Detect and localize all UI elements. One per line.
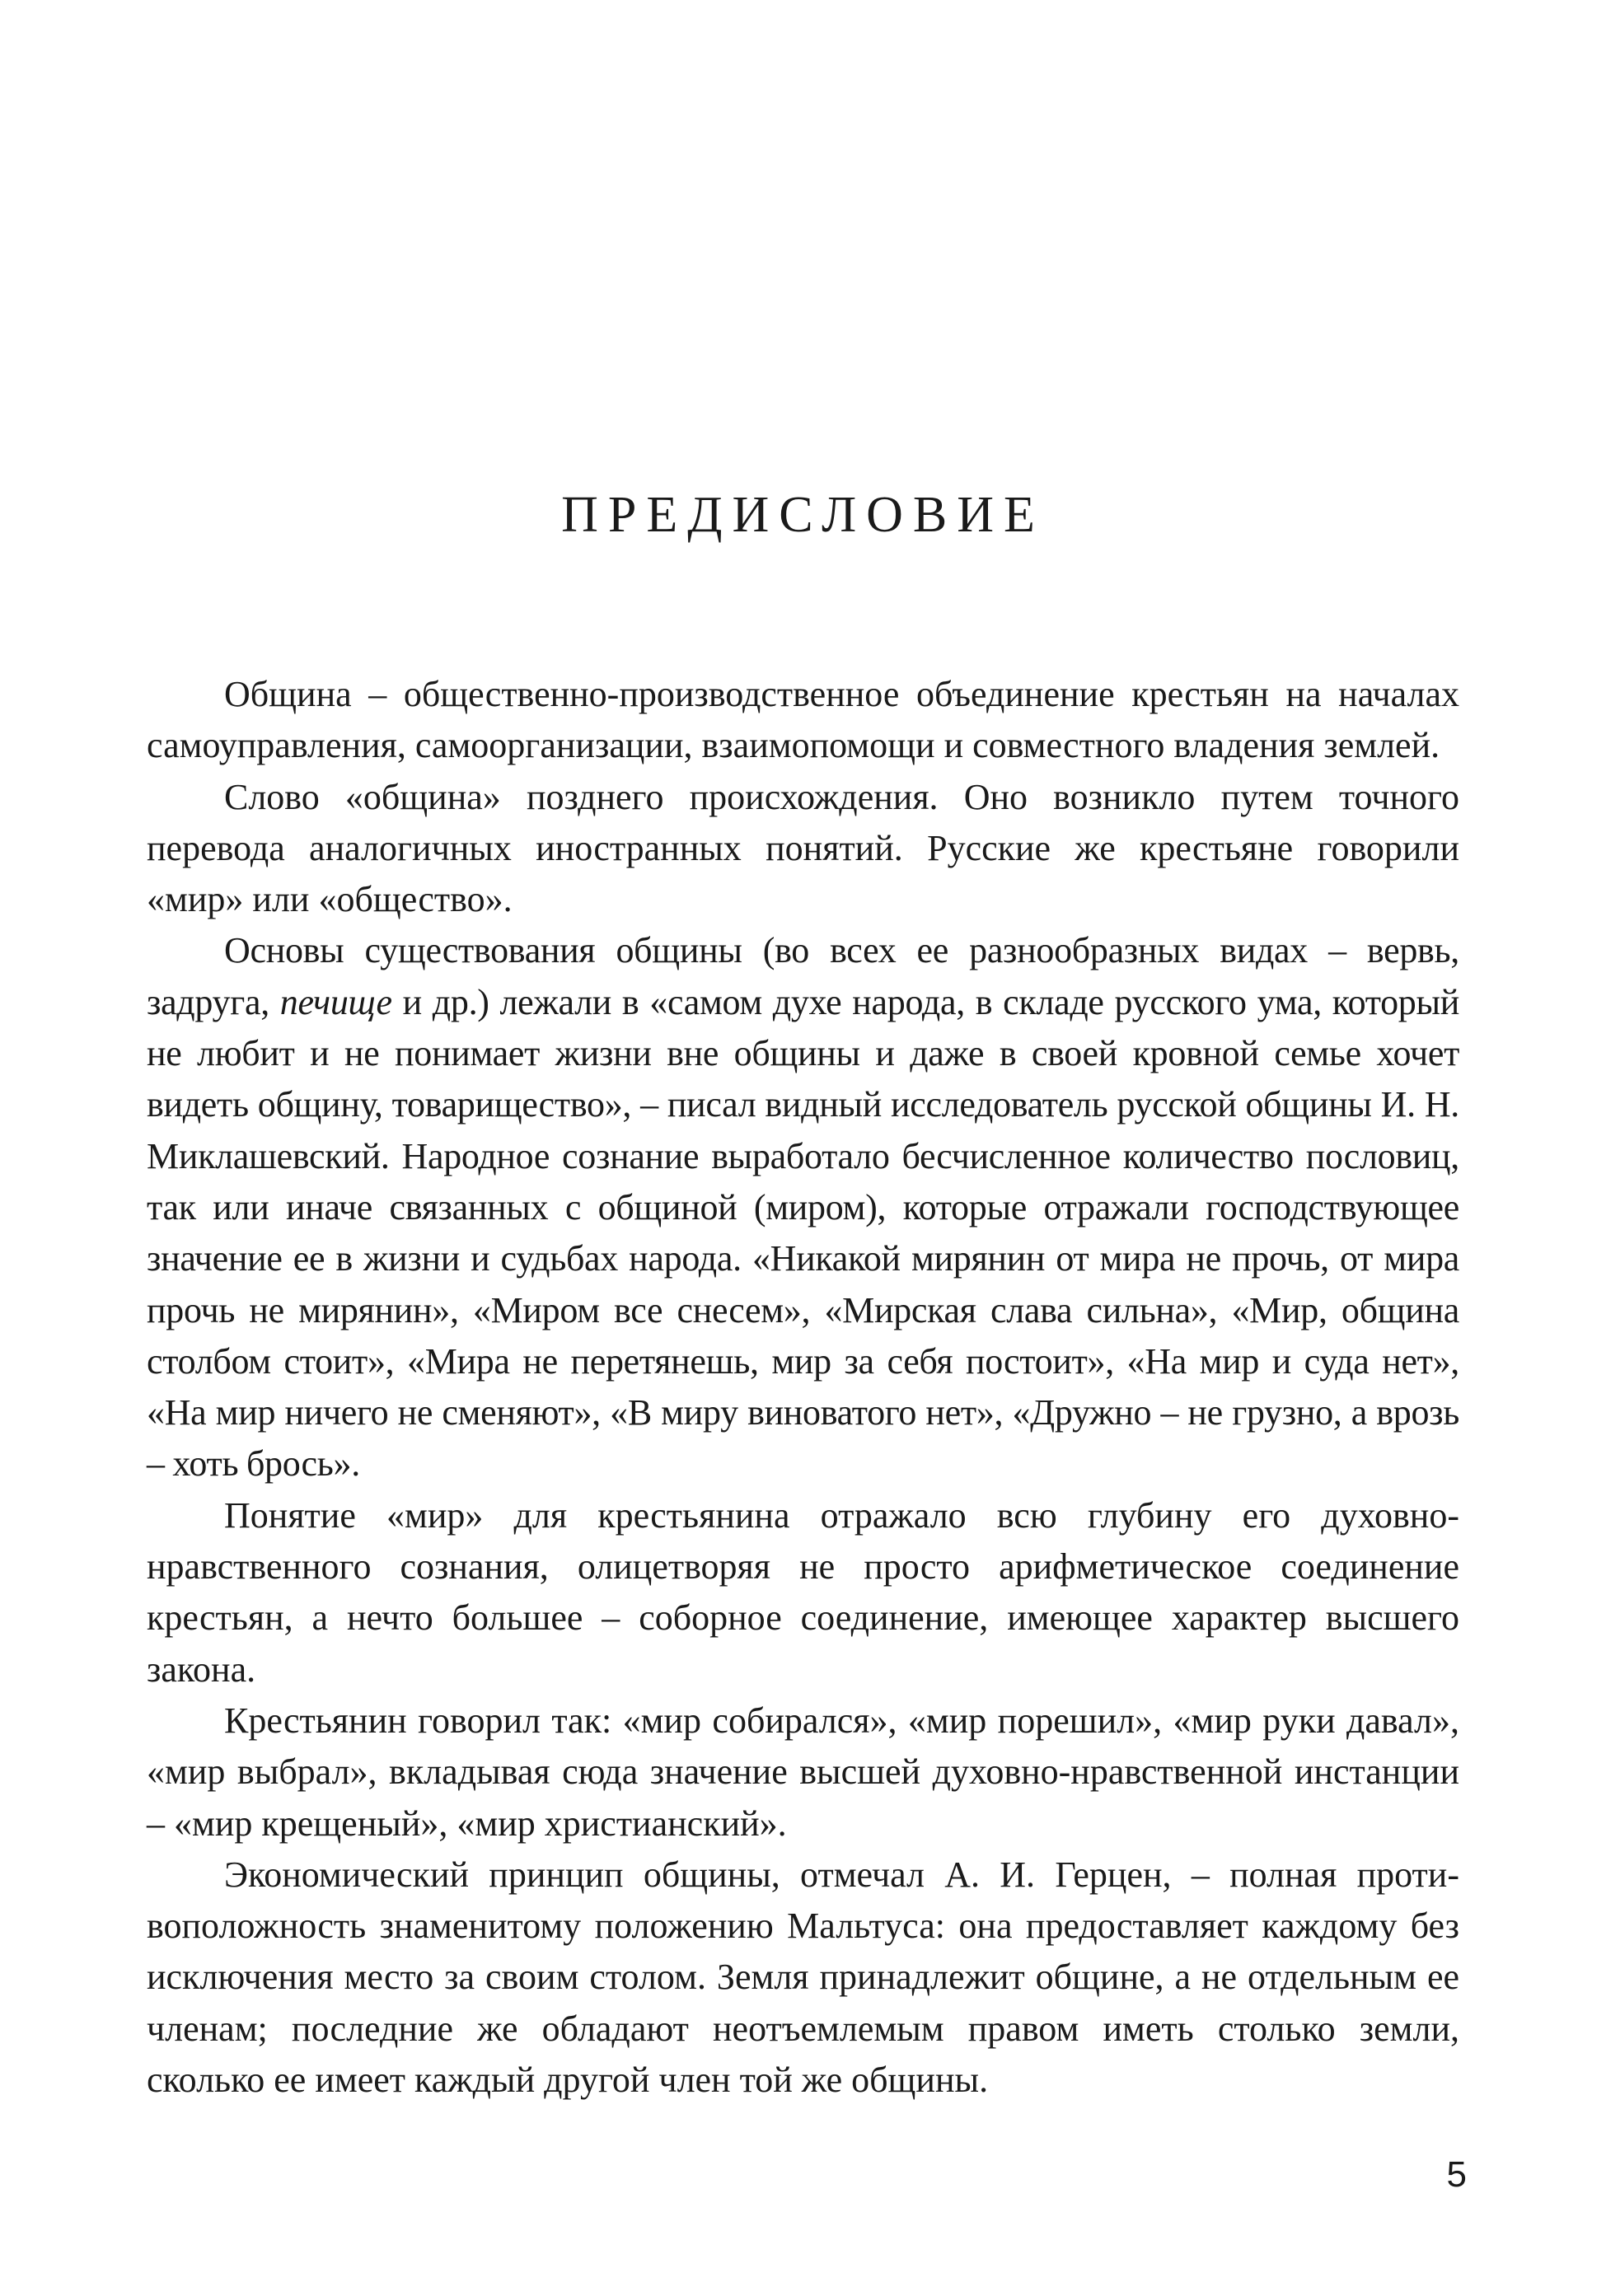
text-run: Крестьянин говорил так: «мир собирался», «мир порешил», «мир руки давал», «мир выбрал», вкладывая сюда значение высшей духовно-нравственной инстанции – «мир крещеный», «мир христианский». xyxy=(147,1700,1459,1844)
text-run: Экономический принцип общины, отмечал А. И. Герцен, – полная противоположность знаменитому положению Мальтуса: она предоставляет каждому без исключения место за своим столом. Земля принадлежит общине, а не отдельным ее членам; последние же обладают неотъемлемым правом иметь столько земли, сколько ее имеет каждый другой член той же общины. xyxy=(147,1854,1459,2101)
paragraph xyxy=(147,669,1459,772)
italic-term: печище xyxy=(279,981,392,1022)
text-run: и др.) лежали в «самом духе народа, в складе русского ума, который не любит и не понимает жизни вне общины и даже в своей кровной семье хочет видеть общину, товарищество», – писал видный исследователь русской общины И. Н. Миклашевский. Народное сознание выработало бесчисленное количество пословиц, так или иначе связанных с общиной (миром), которые отражали господствующее значение ее в жизни и судьбах народа. «Никакой мирянин от мира не прочь, от мира прочь не мирянин», «Миром все снесем», «Мирская слава сильна», «Мир, община столбом стоит», «Мира не перетянешь, мир за себя постоит», «На мир и суда нет», «На мир ничего не сменяют», «В миру виноватого нет», «Дружно – не грузно, а врозь – хоть брось». xyxy=(147,981,1460,1485)
chapter-heading: ПРЕДИСЛОВИЕ xyxy=(561,487,1045,543)
paragraph xyxy=(147,1490,1459,1695)
body-text xyxy=(147,669,1459,2106)
page-number: 5 xyxy=(1446,2154,1467,2195)
paragraph xyxy=(147,925,1459,1489)
text-run: Основы существования общины (во всех ее разнообразных видах – вервь, задруга, xyxy=(147,930,1459,1022)
paragraph xyxy=(147,1695,1459,1849)
paragraph xyxy=(147,1849,1459,2106)
text-run: Община – общественно-производственное объединение крестьян на началах самоуправления, самоорганизации, взаимопомощи и совместного владения землей. xyxy=(147,674,1459,766)
text-run: Слово «община» позднего происхождения. Оно возникло путем точного перевода аналогичных иностранных понятий. Русские же крестьяне говорили «мир» или «общество». xyxy=(147,776,1459,920)
text-run: Понятие «мир» для крестьянина отражало всю глубину его духовно-нравственного сознания, олицетворяя не просто арифметическое соединение крестьян, а нечто большее – соборное соединение, имеющее характер высшего закона. xyxy=(147,1494,1459,1690)
paragraph xyxy=(147,772,1459,926)
